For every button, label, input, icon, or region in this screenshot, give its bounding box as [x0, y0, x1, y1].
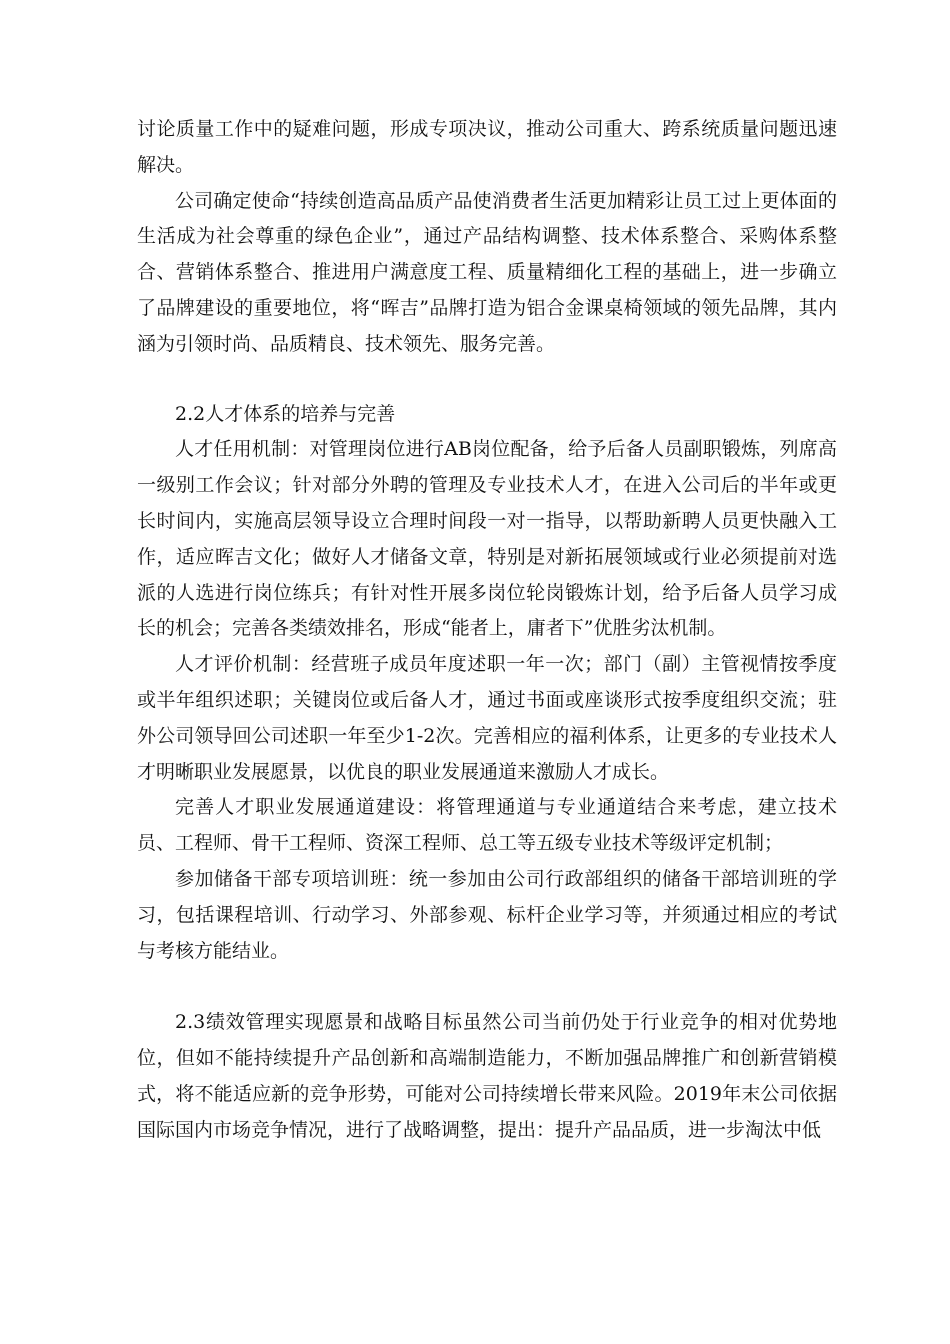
paragraph-performance-management: 2.3绩效管理实现愿景和战略目标虽然公司当前仍处于行业竞争的相对优势地位，但如不能持续提升产品创新和高端制造能力，不断加强品牌推广和创新营销模式，将不能适应新的竞争形势，可能对公司持续增长带来风险。2019年末公司依据国际国内市场竞争情况，进行了战略调整，提出：提升产品品质，进一步淘汰中低 — [137, 1011, 837, 1141]
document-body — [137, 112, 837, 1149]
paragraph-reserve-training: 参加储备干部专项培训班：统一参加由公司行政部组织的储备干部培训班的学习，包括课程培训、行动学习、外部参观、标杆企业学习等，并须通过相应的考试与考核方能结业。 — [137, 867, 837, 962]
paragraph-talent-appointment: 人才任用机制：对管理岗位进行AB岗位配备，给予后备人员副职锻炼，列席高一级别工作会议；针对部分外聘的管理及专业技术人才，在进入公司后的半年或更长时间内，实施高层领导设立合理时间段一对一指导，以帮助新聘人员更快融入工作，适应晖吉文化；做好人才储备文章，特别是对新拓展领域或行业必须提前对选派的人选进行岗位练兵；有针对性开展多岗位轮岗锻炼计划，给予后备人员学习成长的机会；完善各类绩效排名，形成“能者上，庸者下”优胜劣汰机制。 — [137, 438, 837, 640]
paragraph-quality-issues: 讨论质量工作中的疑难问题，形成专项决议，推动公司重大、跨系统质量问题迅速解决。 — [137, 118, 837, 176]
paragraph-career-channel: 完善人才职业发展通道建设：将管理通道与专业通道结合来考虑，建立技术员、工程师、骨干工程师、资深工程师、总工等五级专业技术等级评定机制； — [137, 796, 837, 855]
paragraph-talent-evaluation: 人才评价机制：经营班子成员年度述职一年一次；部门（副）主管视情按季度或半年组织述职；关键岗位或后备人才，通过书面或座谈形式按季度组织交流；驻外公司领导回公司述职一年至少1-2次。完善相应的福利体系，让更多的专业技术人才明晰职业发展愿景，以优良的职业发展通道来激励人才成长。 — [137, 653, 837, 783]
section-heading-talent-system: 2.2人才体系的培养与完善 — [175, 402, 396, 425]
paragraph-company-mission: 公司确定使命“持续创造高品质产品使消费者生活更加精彩让员工过上更体面的生活成为社会尊重的绿色企业”，通过产品结构调整、技术体系整合、采购体系整合、营销体系整合、推进用户满意度工程、质量精细化工程的基础上，进一步确立了品牌建设的重要地位，将“晖吉”品牌打造为铝合金课桌椅领域的领先品牌，其内涵为引领时尚、品质精良、技术领先、服务完善。 — [137, 189, 837, 355]
